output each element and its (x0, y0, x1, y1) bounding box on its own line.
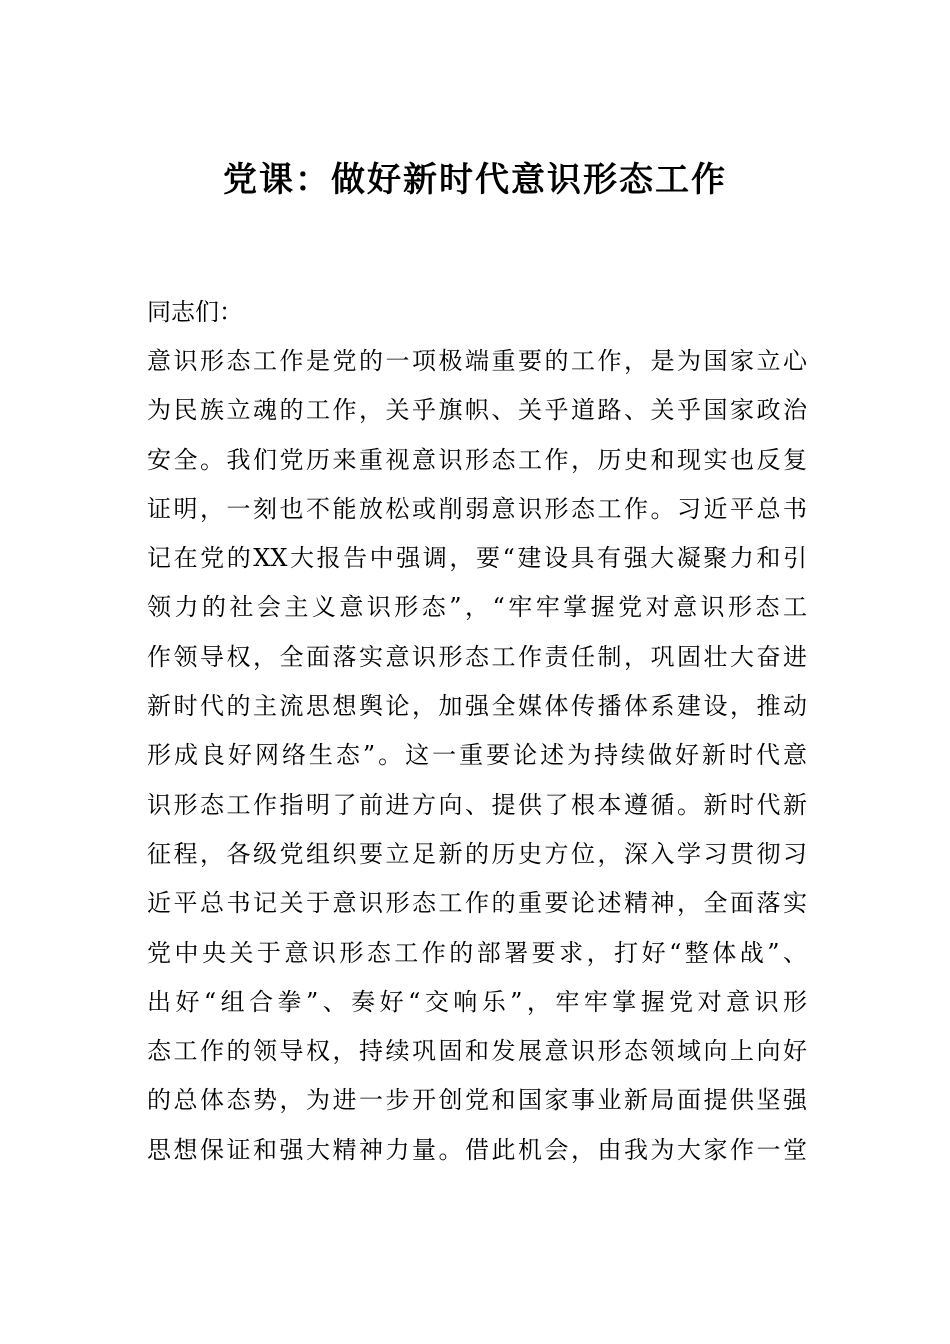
body-line: 形成良好网络生态”。这一重要论述为持续做好新时代意 (147, 741, 807, 770)
greeting: 同志们： (147, 298, 243, 326)
body-line: 党中央关于意识形态工作的部署要求，打好“整体战”、 (147, 938, 807, 967)
body-line: 为民族立魂的工作，关乎旗帜、关乎道路、关乎国家政治 (147, 396, 807, 425)
body-line: 意识形态工作是党的一项极端重要的工作，是为国家立心 (147, 347, 807, 375)
body-line: 思想保证和强大精神力量。借此机会，由我为大家作一堂 (147, 1135, 807, 1164)
body-line: 征程，各级党组织要立足新的历史方位，深入学习贯彻习 (147, 839, 807, 868)
body-line: 安全。我们党历来重视意识形态工作，历史和现实也反复 (147, 445, 807, 474)
body-line: 证明，一刻也不能放松或削弱意识形态工作。习近平总书 (147, 494, 807, 523)
body-line: 的总体态势，为进一步开创党和国家事业新局面提供坚强 (147, 1086, 807, 1115)
body-line: 记在党的XX大报告中强调，要“建设具有强大凝聚力和引 (147, 544, 807, 573)
body-line: 识形态工作指明了前进方向、提供了根本遵循。新时代新 (147, 790, 807, 819)
document-title: 党课：做好新时代意识形态工作 (223, 160, 727, 200)
body-line: 出好“组合拳”、奏好“交响乐”，牢牢掌握党对意识形 (147, 987, 807, 1016)
body-line: 新时代的主流思想舆论，加强全媒体传播体系建设，推动 (147, 692, 807, 721)
body-line: 作领导权，全面落实意识形态工作责任制，巩固壮大奋进 (147, 642, 807, 671)
body-line: 领力的社会主义意识形态”，“牢牢掌握党对意识形态工 (147, 593, 807, 622)
body-line: 近平总书记关于意识形态工作的重要论述精神，全面落实 (147, 889, 807, 918)
body-paragraph (147, 337, 807, 1175)
body-line: 态工作的领导权，持续巩固和发展意识形态领域向上向好 (147, 1037, 807, 1066)
